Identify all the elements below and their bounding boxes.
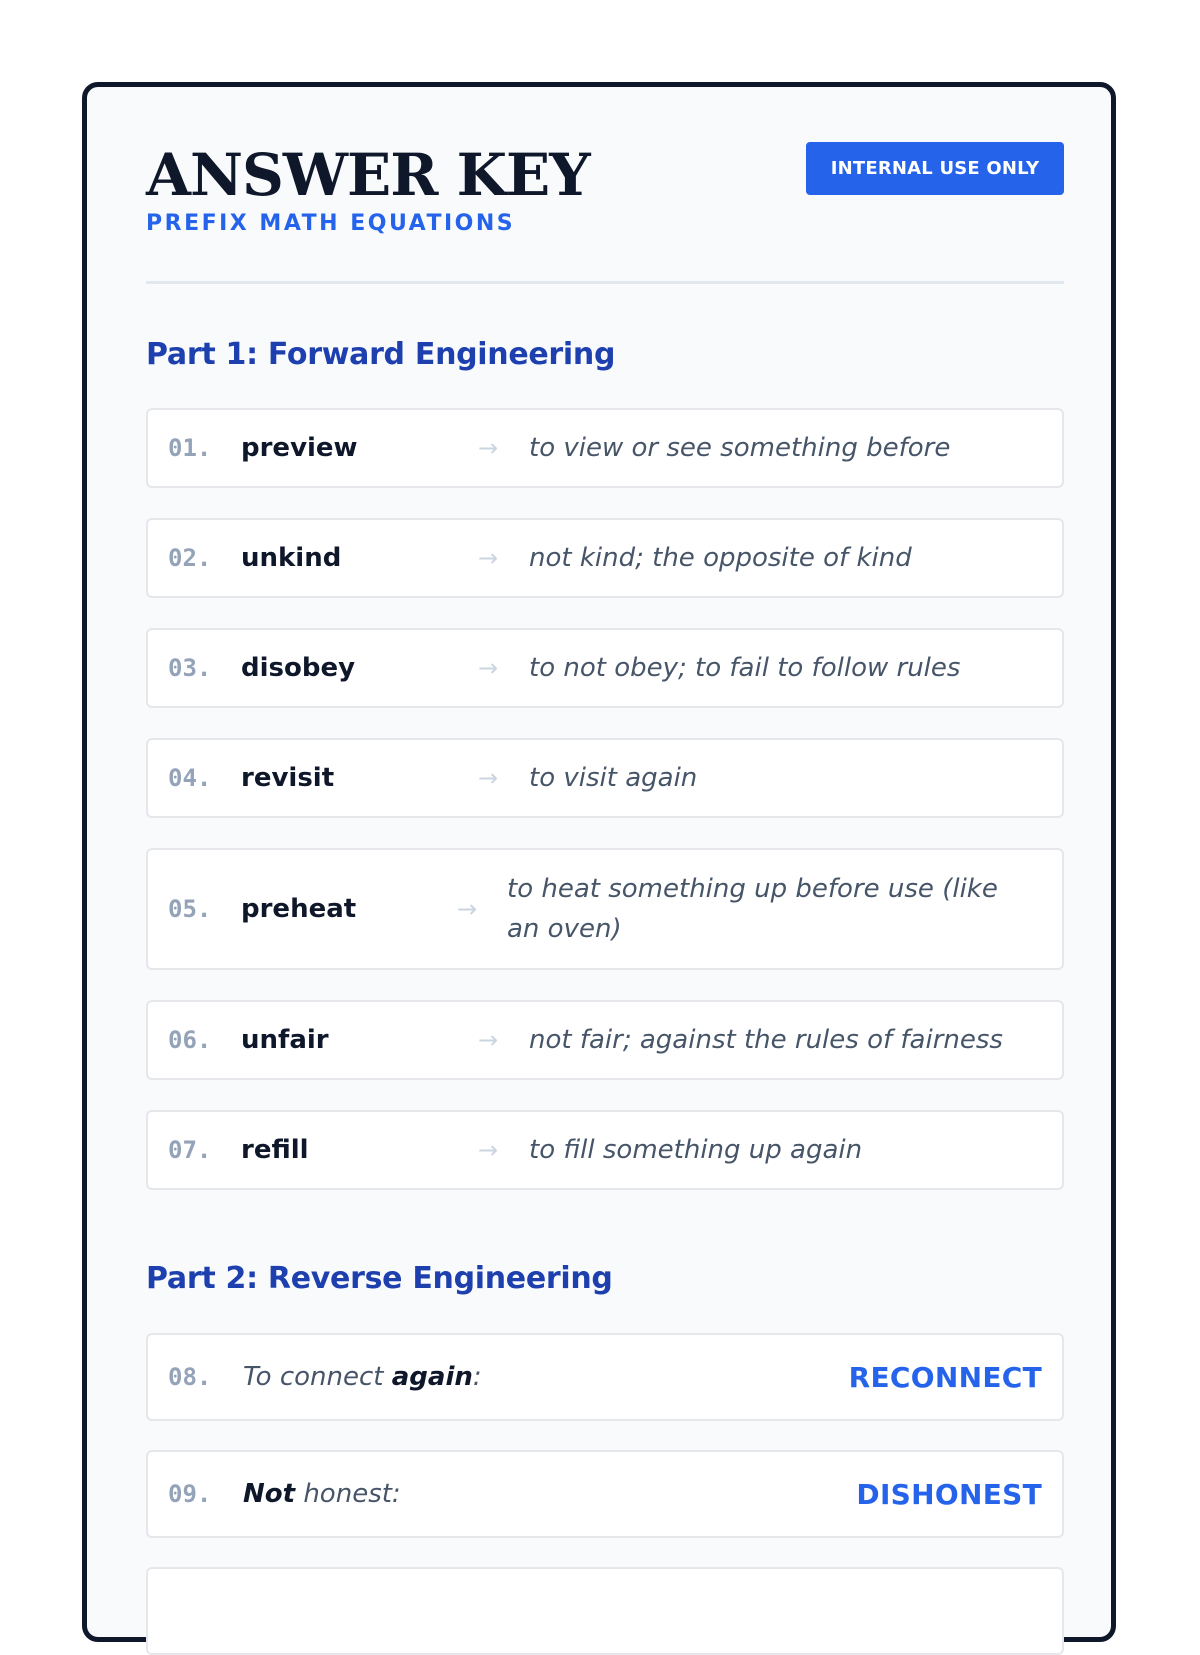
prompt-emphasis: Not xyxy=(243,1479,296,1509)
item-prompt xyxy=(243,1362,482,1392)
item-word: disobey xyxy=(241,653,356,683)
item-definition: not fair; against the rules of fairness xyxy=(529,1025,1003,1055)
item-answer: RECONNECT xyxy=(848,1360,1042,1394)
list-item xyxy=(146,1110,1064,1190)
prompt-emphasis: again xyxy=(391,1362,473,1392)
item-word: revisit xyxy=(241,763,335,793)
answer-key-card xyxy=(82,82,1116,1642)
item-definition: to visit again xyxy=(529,763,698,793)
arrow-right-icon: → xyxy=(457,895,478,923)
arrow-right-icon: → xyxy=(478,434,499,462)
item-word: refill xyxy=(241,1135,309,1165)
list-item xyxy=(146,1567,1064,1655)
list-item xyxy=(146,408,1064,488)
header xyxy=(146,87,1064,287)
item-number: 07. xyxy=(168,1136,212,1164)
item-number: 03. xyxy=(168,654,212,682)
item-answer: DISHONEST xyxy=(856,1477,1042,1511)
arrow-right-icon: → xyxy=(478,1026,499,1054)
prompt-pre: To connect xyxy=(243,1362,392,1392)
arrow-right-icon: → xyxy=(478,764,499,792)
item-prompt xyxy=(243,1479,401,1509)
item-number: 06. xyxy=(168,1026,212,1054)
list-item xyxy=(146,518,1064,598)
item-number: 09. xyxy=(168,1480,212,1508)
item-number: 02. xyxy=(168,544,212,572)
item-definition: to fill something up again xyxy=(529,1135,863,1165)
list-item xyxy=(146,1450,1064,1538)
list-item xyxy=(146,738,1064,818)
arrow-right-icon: → xyxy=(478,544,499,572)
item-number: 05. xyxy=(168,895,212,923)
part2-title: Part 2: Reverse Engineering xyxy=(146,1261,613,1296)
item-word: unkind xyxy=(241,543,342,573)
item-definition: to heat something up before use (like an oven) xyxy=(507,874,998,944)
item-word: unfair xyxy=(241,1025,329,1055)
item-number: 04. xyxy=(168,764,212,792)
part1-title: Part 1: Forward Engineering xyxy=(146,337,616,372)
item-number: 01. xyxy=(168,434,212,462)
list-item xyxy=(146,1000,1064,1080)
list-item xyxy=(146,628,1064,708)
item-word: preheat xyxy=(241,894,357,924)
header-divider xyxy=(146,281,1064,284)
item-definition: to view or see something before xyxy=(529,433,951,463)
list-item xyxy=(146,848,1064,970)
internal-use-badge: INTERNAL USE ONLY xyxy=(806,142,1064,195)
prompt-post: : xyxy=(472,1362,482,1392)
arrow-right-icon: → xyxy=(478,1136,499,1164)
arrow-right-icon: → xyxy=(478,654,499,682)
item-definition: not kind; the opposite of kind xyxy=(529,543,912,573)
item-number: 08. xyxy=(168,1363,212,1391)
page-subtitle: PREFIX MATH EQUATIONS xyxy=(146,211,516,236)
card-content xyxy=(146,87,1064,1511)
item-definition: to not obey; to fail to follow rules xyxy=(529,653,961,683)
list-item xyxy=(146,1333,1064,1421)
prompt-post: honest: xyxy=(295,1479,401,1509)
item-word: preview xyxy=(241,433,358,463)
page-title: ANSWER KEY xyxy=(146,141,590,209)
